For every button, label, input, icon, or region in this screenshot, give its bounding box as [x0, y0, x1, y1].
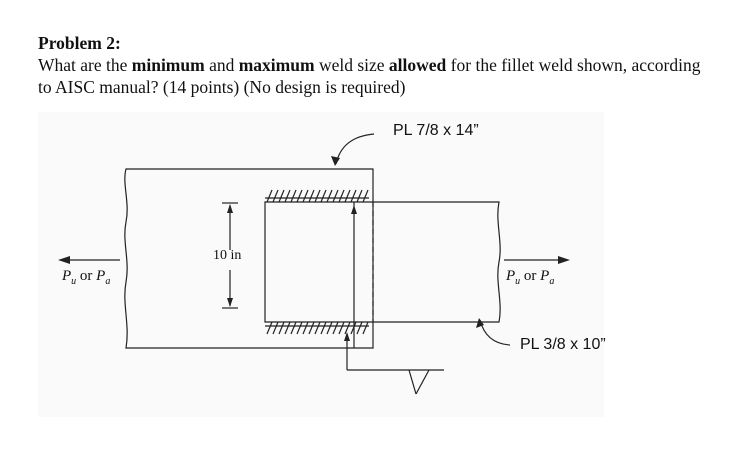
problem-statement	[38, 32, 718, 98]
bottom-plate-leader	[480, 320, 510, 345]
small-plate	[265, 202, 500, 322]
top-weld-hatching	[265, 190, 369, 202]
dimension-label: 10 in	[213, 248, 242, 263]
weld-diagram	[38, 112, 604, 417]
top-plate-leader	[336, 134, 374, 164]
problem-title: Problem 2:	[38, 33, 121, 53]
bottom-plate-label: PL 3/8 x 10”	[520, 336, 606, 353]
load-label-right: $P_u$ or $P_a$	[506, 268, 555, 287]
problem-question: What are the minimum and maximum weld size allowed for the fillet weld shown, according to AISC manual? (14 points) (No design is required)	[38, 55, 701, 97]
load-label-left: $P_u$ or $P_a$	[62, 268, 111, 287]
weld-symbol	[347, 334, 444, 394]
top-plate-label: PL 7/8 x 14”	[393, 122, 479, 139]
weld-connection-figure	[38, 112, 604, 417]
